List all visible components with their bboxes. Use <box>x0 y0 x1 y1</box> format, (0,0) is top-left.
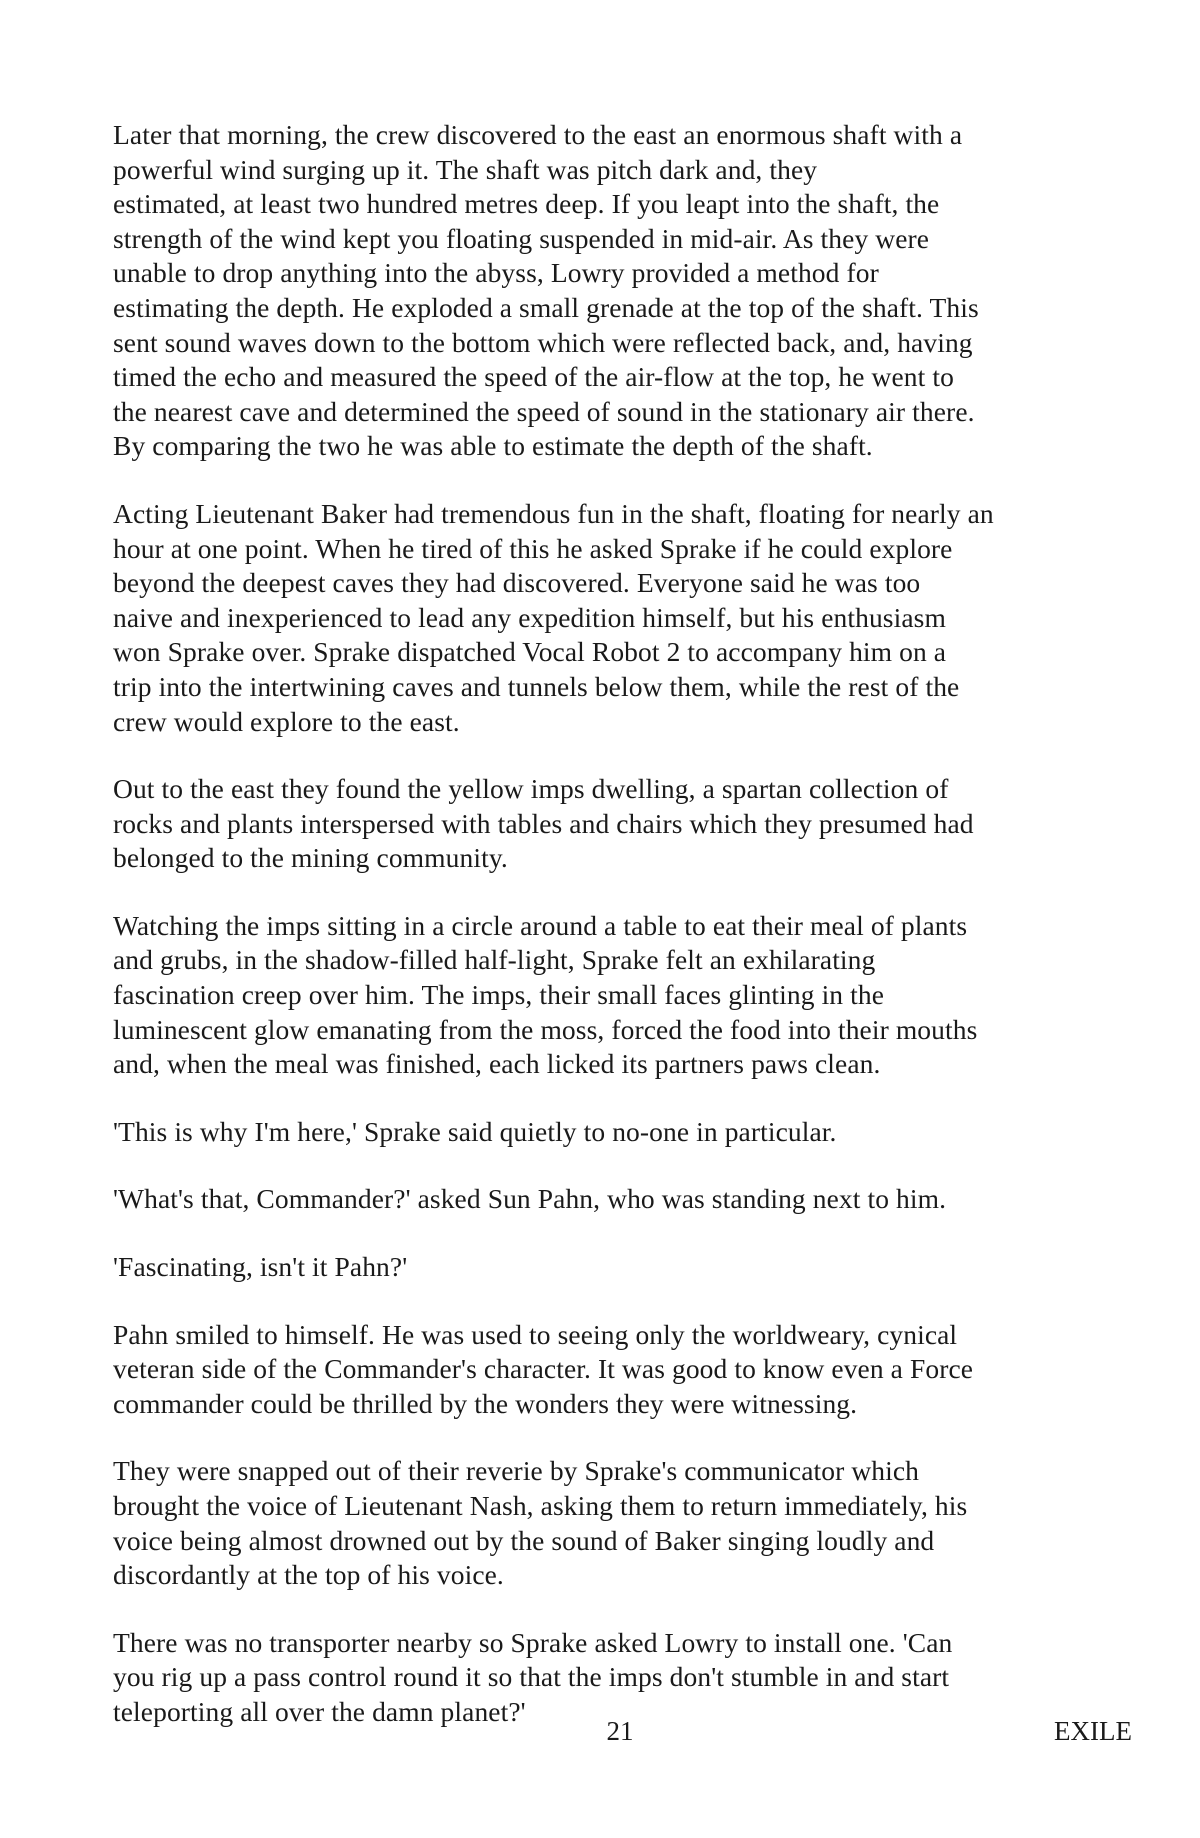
dialogue-line-pahn: 'What's that, Commander?' asked Sun Pahn, who was standing next to him. <box>113 1183 947 1215</box>
paragraph-imps-dwelling: Out to the east they found the yellow imps dwelling, a spartan collection of rocks and plants interspersed with tables and chairs which they presumed had belonged to the mining community. <box>113 773 974 874</box>
paragraph-imps-meal: Watching the imps sitting in a circle around a table to eat their meal of plants and grubs, in the shadow-filled half-light, Sprake felt an exhilarating fascination creep over him. The imps, their small faces glinting in the luminescent glow emanating from the moss, forced the food into their mouths and, when the meal was finished, each licked its partners paws clean. <box>113 909 978 1080</box>
paragraph-pahn-smiled: Pahn smiled to himself. He was used to seeing only the worldweary, cynical veteran side of the Commander's character. It was good to know even a Force commander could be thrilled by the wonders they were witnessing. <box>113 1318 974 1419</box>
dialogue-line-sprake: 'This is why I'm here,' Sprake said quietly to no-one in particular. <box>113 1115 837 1147</box>
running-footer-title: EXILE <box>1054 1716 1132 1746</box>
page-number: 21 <box>606 1716 634 1746</box>
dialogue-line-fascinating: 'Fascinating, isn't it Pahn?' <box>113 1251 408 1283</box>
paragraph-shaft: Later that morning, the crew discovered to the east an enormous shaft with a powerful wind surging up it. The shaft was pitch dark and, they estimated, at least two hundred metres deep. If you leapt into the shaft, the strength of the wind kept you floating suspended in mid-air. As they were unable to drop anything into the abyss, Lowry provided a method for estimating the depth. He exploded a small grenade at the top of the shaft. This sent sound waves down to the bottom which were reflected back, and, having timed the echo and measured the speed of the air-flow at the top, he went to the nearest cave and determined the speed of sound in the stationary air there. By comparing the two he was able to estimate the depth of the shaft. <box>113 119 979 462</box>
paragraph-communicator: They were snapped out of their reverie by Sprake's communicator which brought the voice of Lieutenant Nash, asking them to return immediately, his voice being almost drowned out by the sound of Baker singing loudly and discordantly at the top of his voice. <box>113 1455 968 1591</box>
paragraph-transporter: There was no transporter nearby so Sprake asked Lowry to install one. 'Can you rig up a pass control round it so that the imps don't stumble in and start teleporting all over the damn planet?' <box>113 1626 953 1727</box>
paragraph-baker: Acting Lieutenant Baker had tremendous fun in the shaft, floating for nearly an hour at one point. When he tired of this he asked Sprake if he could explore beyond the deepest caves they had discovered. Everyone said he was too naive and inexperienced to lead any expedition himself, but his enthusiasm won Sprake over. Sprake dispatched Vocal Robot 2 to accompany him on a trip into the intertwining caves and tunnels below them, while the rest of the crew would explore to the east. <box>113 497 994 737</box>
body-text <box>113 118 1123 1763</box>
